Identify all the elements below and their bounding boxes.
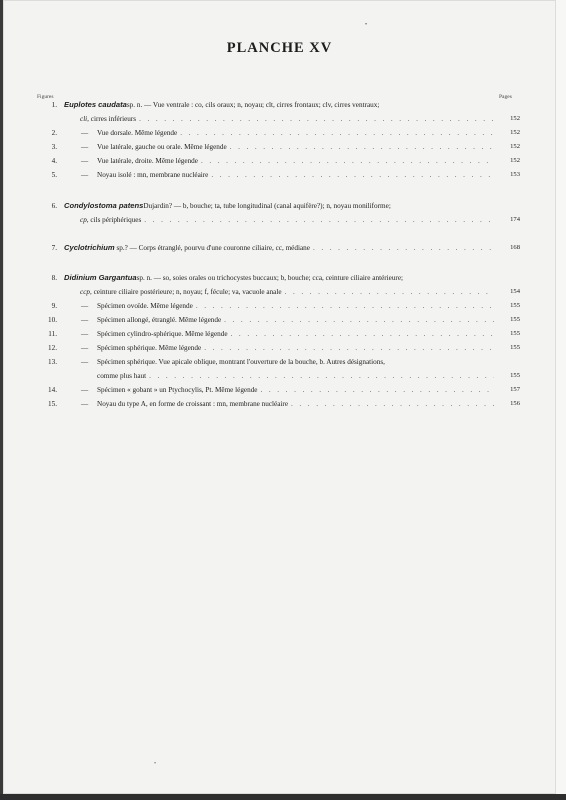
page-number: 152 [510, 143, 520, 150]
ditto-dash: — [81, 316, 89, 324]
dot-leader [177, 127, 494, 139]
entry-13-line-2 [3, 370, 556, 382]
entry-6-line-1 [3, 200, 556, 212]
species-name: Cyclotrichium [64, 243, 115, 252]
entry-description: cirres inférieurs [88, 115, 137, 123]
page-number: 168 [510, 244, 520, 251]
ditto-dash: — [81, 358, 89, 366]
dot-leader [310, 242, 494, 254]
figure-number: 4. [51, 157, 57, 165]
ditto-dash: — [81, 143, 89, 151]
entry-1-line-1 [3, 99, 556, 111]
figure-number: 5. [51, 171, 57, 179]
page-number: 155 [510, 344, 520, 351]
species-name: Didinium Gargantua [64, 273, 137, 282]
entry-10 [3, 314, 556, 326]
entry-15 [3, 398, 556, 410]
entry-1-line-2 [3, 113, 556, 125]
dot-leader [228, 328, 494, 340]
dot-leader [282, 286, 494, 298]
page-number: 152 [510, 115, 520, 122]
page-number: 152 [510, 157, 520, 164]
entry-description: comme plus haut [97, 372, 147, 380]
entry-description: Noyau du type A, en forme de croissant : mn, membrane nucléaire [97, 400, 289, 408]
entry-description: Spécimen ovoïde. Même légende [97, 302, 193, 310]
page-number: 156 [510, 400, 520, 407]
entry-13-line-1 [3, 356, 556, 368]
page-number: 155 [510, 330, 520, 337]
entry-description: Spécimen sphérique. Vue apicale oblique, montrant l'ouverture de la bouche, b. Autres désignations, [97, 358, 385, 366]
entry-description: cils périphériques [88, 216, 142, 224]
dot-leader [258, 384, 495, 396]
dot-leader [146, 370, 494, 382]
page-number: 155 [510, 302, 520, 309]
figure-number: 13. [48, 358, 57, 366]
figure-number: 9. [51, 302, 57, 310]
species-name: Euplotes caudata [64, 100, 127, 109]
ditto-dash: — [81, 129, 89, 137]
figure-number: 3. [51, 143, 57, 151]
scan-bottom-border [0, 794, 566, 800]
entry-12 [3, 342, 556, 354]
page-number: 152 [510, 129, 520, 136]
figure-number: 8. [51, 274, 57, 282]
figure-number: 12. [48, 344, 57, 352]
entry-description: Noyau isolé : mn, membrane nucléaire [97, 171, 209, 179]
pages-column-header: Pages [499, 94, 512, 100]
ditto-dash: — [81, 386, 89, 394]
page-number: 153 [510, 171, 520, 178]
entry-6-line-2 [3, 214, 556, 226]
dot-leader [141, 214, 494, 226]
ditto-dash: — [81, 400, 89, 408]
ditto-dash: — [81, 171, 89, 179]
page-title: PLANCHE XV [226, 40, 333, 56]
dot-leader [221, 314, 494, 326]
dot-leader [288, 398, 494, 410]
page-mark-top: • [365, 22, 368, 28]
entry-2 [3, 127, 556, 139]
ditto-dash: — [81, 302, 89, 310]
figure-number: 15. [48, 400, 57, 408]
entry-11 [3, 328, 556, 340]
dot-leader [208, 169, 494, 181]
species-name: Condylostoma patens [64, 201, 144, 210]
figure-number: 1. [51, 101, 57, 109]
abbrev: ccp, [80, 288, 92, 296]
abbrev: cli, [80, 115, 89, 123]
entry-3 [3, 141, 556, 153]
entry-description: Dujardin? — b, bouche; ta, tube longitudinal (canal aquifère?); n, noyau moniliforme; [143, 202, 391, 210]
entry-description: Vue latérale, droite. Même légende [97, 157, 198, 165]
dot-leader [198, 155, 494, 167]
entry-description: Vue dorsale. Même légende [97, 129, 178, 137]
dot-leader [136, 113, 494, 125]
entry-description: sp. n. — Vue ventrale : co, cils oraux; n, noyau; clt, cirres frontaux; clv, cirres ventraux; [126, 101, 380, 109]
figures-column-header: Figures [37, 94, 54, 100]
figure-number: 6. [51, 202, 57, 210]
figure-number: 11. [48, 330, 57, 338]
dot-leader [227, 141, 494, 153]
page-right-edge [556, 0, 566, 800]
dot-leader [193, 300, 494, 312]
page-number: 174 [510, 216, 520, 223]
entry-description: sp. n. — so, soies orales ou trichocystes buccaux; b, bouche; cca, ceinture ciliaire antérieure; [136, 274, 404, 282]
entry-4 [3, 155, 556, 167]
entry-5 [3, 169, 556, 181]
entry-14 [3, 384, 556, 396]
figure-number: 7. [51, 244, 57, 252]
document-page [3, 0, 556, 794]
entry-description: Vue latérale, gauche ou orale. Même légende [97, 143, 227, 151]
page-number: 155 [510, 316, 520, 323]
ditto-dash: — [81, 344, 89, 352]
entry-description: sp.? — Corps étranglé, pourvu d'une couronne ciliaire, cc, médiane [114, 244, 310, 252]
dot-leader [201, 342, 494, 354]
figure-number: 14. [48, 386, 57, 394]
ditto-dash: — [81, 157, 89, 165]
entry-description: Spécimen allongé, étranglé. Même légende [97, 316, 222, 324]
entry-description: Spécimen sphérique. Même légende [97, 344, 202, 352]
entry-8-line-2 [3, 286, 556, 298]
figure-number: 10. [48, 316, 57, 324]
page-mark-bottom: • [154, 761, 157, 767]
entry-8-line-1 [3, 272, 556, 284]
entry-9 [3, 300, 556, 312]
entry-description: ceinture ciliaire postérieure; n, noyau; f, fécule; va, vacuole anale [91, 288, 282, 296]
abbrev: cp, [80, 216, 89, 224]
figure-number: 2. [51, 129, 57, 137]
entry-7 [3, 242, 556, 254]
page-number: 157 [510, 386, 520, 393]
entry-description: Spécimen cylindro-sphérique. Même légende [97, 330, 228, 338]
ditto-dash: — [81, 330, 89, 338]
entry-description: Spécimen « gobant » un Ptychocylis, Pt. Même légende [97, 386, 258, 394]
page-number: 155 [510, 372, 520, 379]
page-number: 154 [510, 288, 520, 295]
